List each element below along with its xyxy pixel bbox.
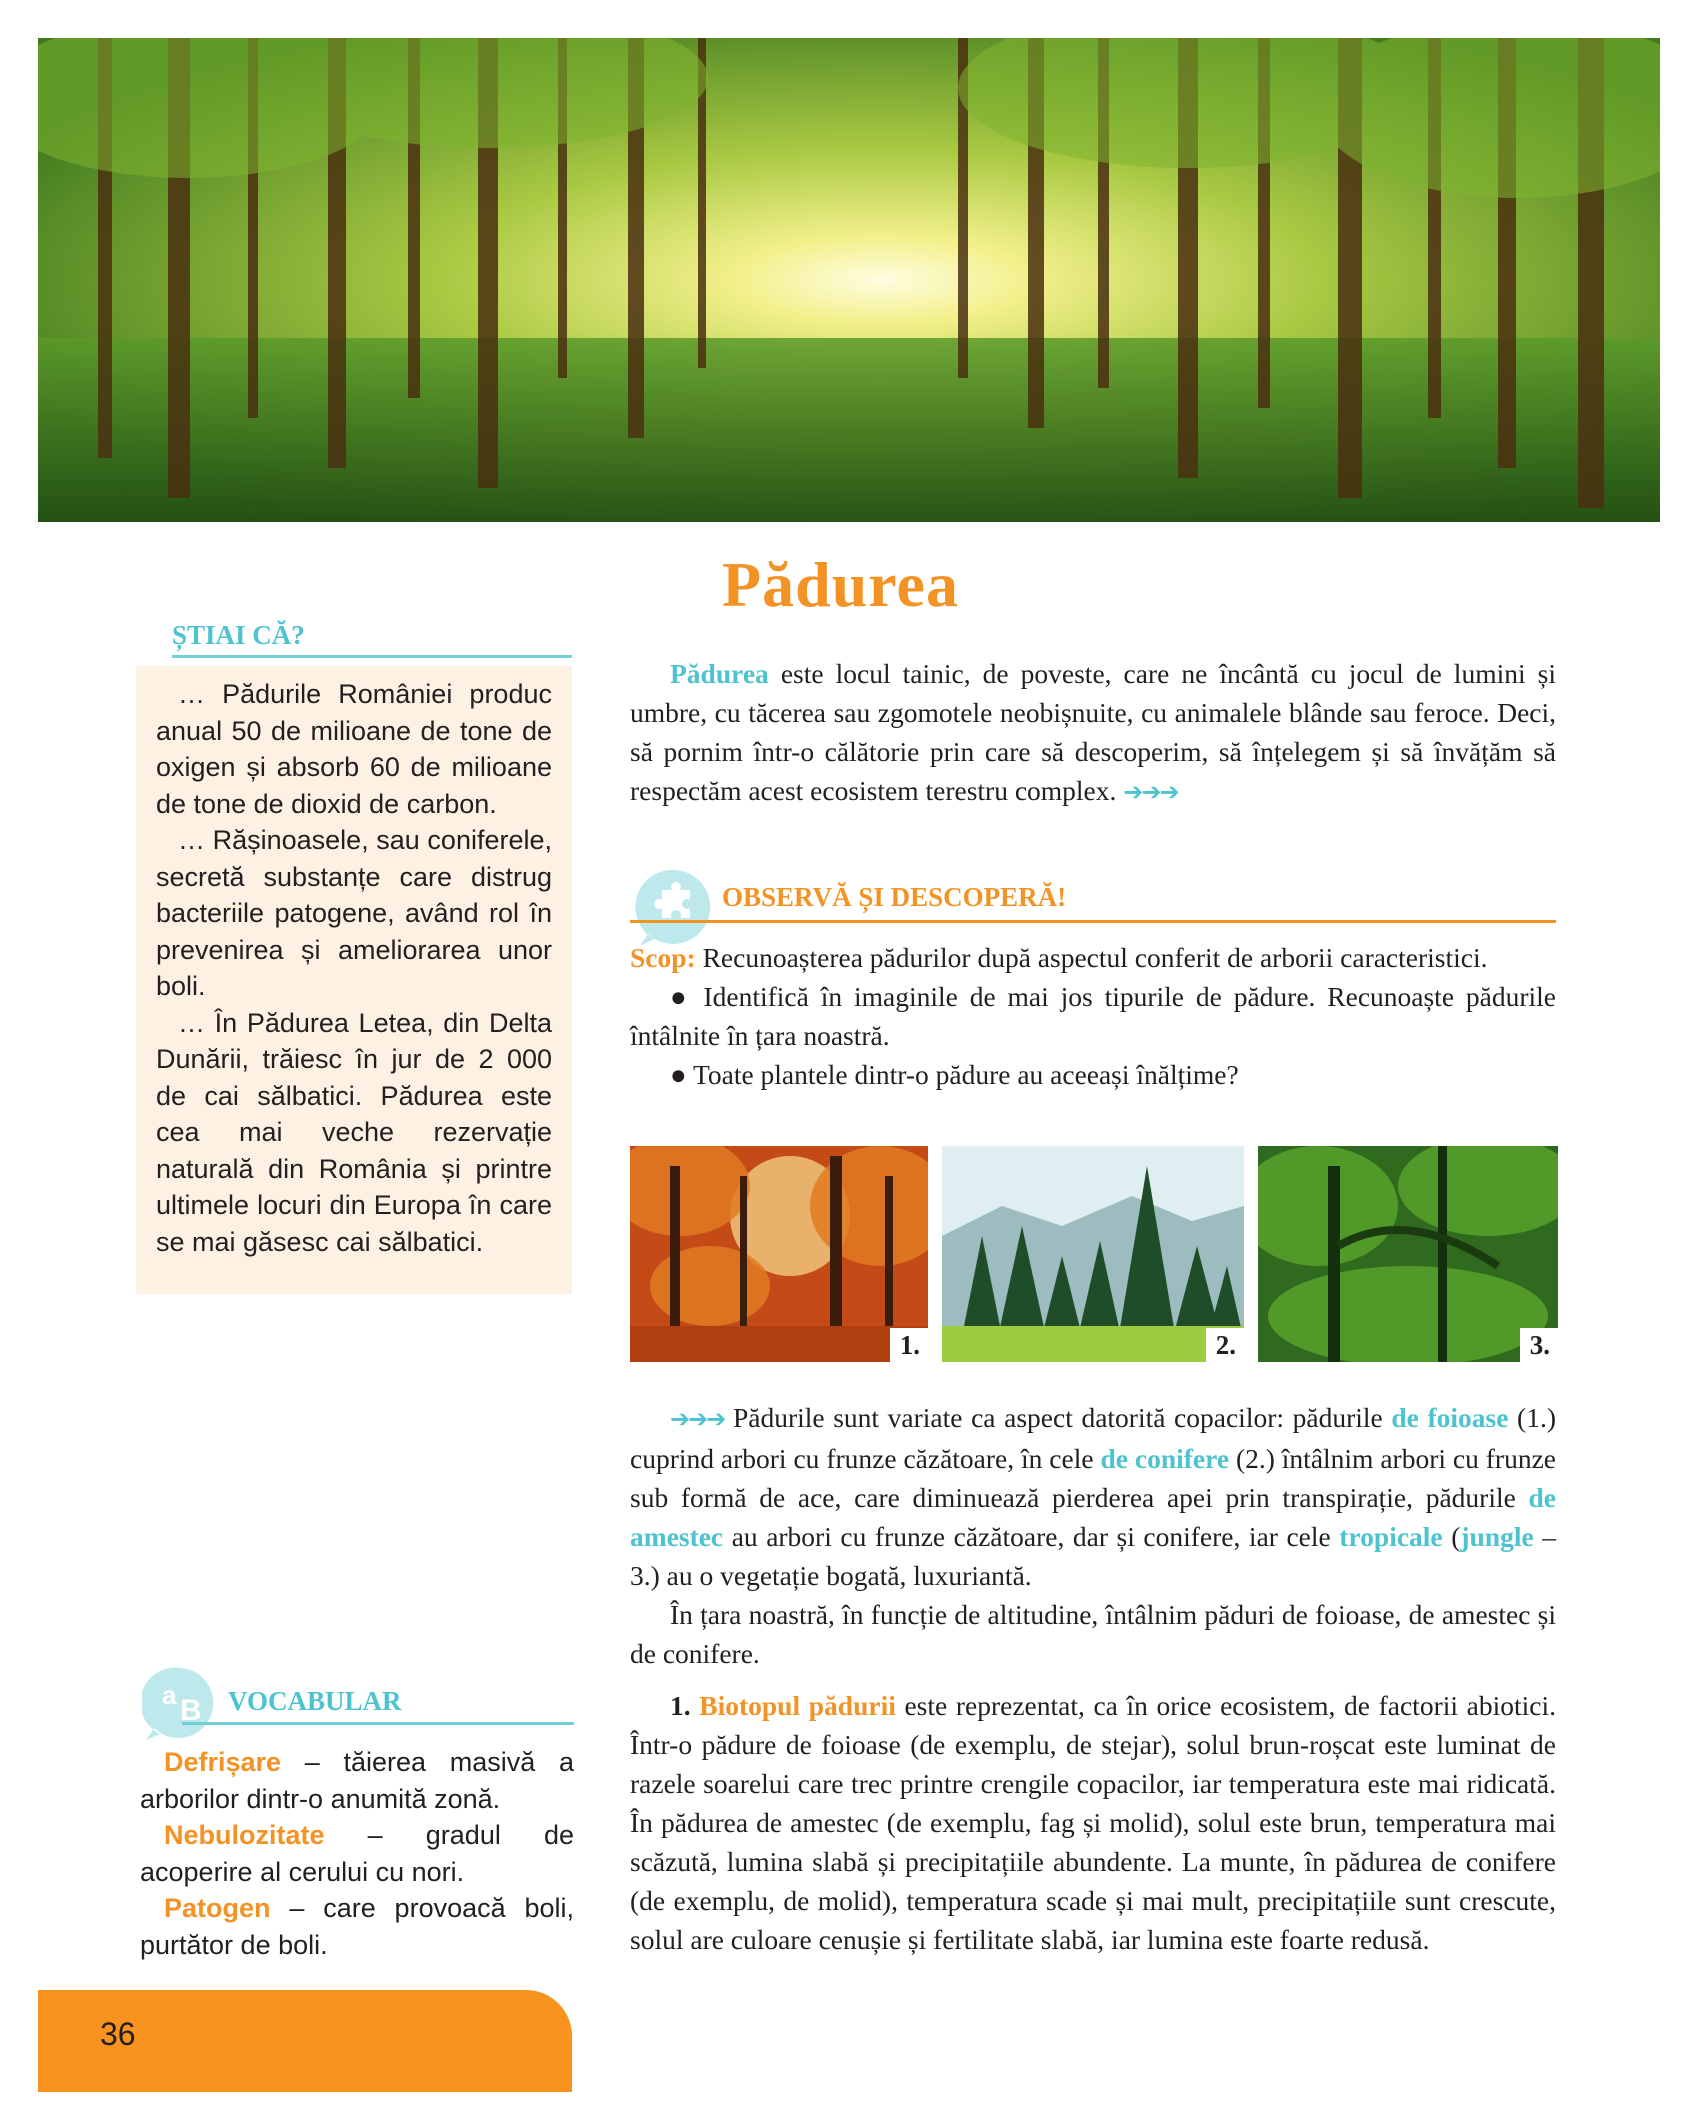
- vocabulary-definition: – gradul de acoperire al cerului cu nori.: [140, 1820, 574, 1887]
- forest-types-section: [630, 1398, 1556, 1673]
- text-run: au arbori cu frunze căzătoare, dar și conifere, iar cele: [723, 1521, 1340, 1552]
- photo-number: 2.: [1206, 1328, 1244, 1362]
- scope-text: Recunoașterea pădurilor după aspectul conferit de arborii caracteristici.: [695, 942, 1488, 973]
- bullet-item: ● Toate plantele dintr-o pădure au aceeași înălțime?: [670, 1059, 1239, 1090]
- intro-section: [630, 654, 1556, 812]
- keyword: jungle: [1460, 1521, 1534, 1552]
- text-run: (1.) cuprind arbori cu frunze căzătoare, în cele: [630, 1402, 1556, 1474]
- scope-label: Scop:: [630, 942, 696, 973]
- biotope-section: [630, 1686, 1556, 1959]
- keyword: de conifere: [1100, 1443, 1230, 1474]
- keyword: tropicale: [1339, 1521, 1443, 1552]
- fact-paragraph: … Pădurile României produc anual 50 de milioane de tone de oxigen și absorb 60 de milioane de tone de dioxid de carbon.: [156, 679, 552, 819]
- vocabulary-term: Patogen: [164, 1893, 271, 1923]
- intro-highlight: Pădurea: [670, 658, 769, 689]
- observe-section: [630, 938, 1556, 1094]
- jungle-photo: [1258, 1146, 1558, 1362]
- vocabulary-ab-icon: [142, 1664, 220, 1742]
- vocabulary-list: [140, 1744, 574, 1963]
- svg-text:a: a: [162, 1680, 177, 1710]
- altitude-paragraph: În țara noastră, în funcție de altitudine, întâlnim păduri de foioase, de amestec și de conifere.: [630, 1599, 1556, 1669]
- did-you-know-text: [156, 676, 552, 1260]
- did-you-know-heading: ȘTIAI CĂ?: [172, 620, 572, 658]
- observe-heading: OBSERVĂ ȘI DESCOPERĂ!: [722, 882, 1067, 912]
- intro-text: este locul tainic, de poveste, care ne încântă cu jocul de lumini și umbre, cu tăcerea sau zgomotele neobișnuite, cu animalele blânde sau feroce. Deci, să pornim într-o călătorie prin care să descoperim, să înțelegem și să învățăm să respectăm acest ecosistem terestru complex.: [630, 658, 1556, 806]
- biotope-text: este reprezentat, ca în orice ecosistem, de factorii abiotici. Într-o pădure de foioase (de exemplu, de stejar), solul brun-roșcat este luminat de razele soarelui care trec printre crengile copacilor, iar temperatura este mai ridicată. În pădurea de amestec (de exemplu, fag și molid), solul este brun, temperatura mai scăzută, lumina slabă și precipitațiile abundente. La munte, în pădurea de conifere (de exemplu, de molid), temperatura scade și mai mult, precipitațiile sunt crescute, solul are culoare cenușie și fertilitate slabă, iar lumina este foarte redusă.: [630, 1690, 1556, 1955]
- forest-photo: [38, 38, 1660, 522]
- arrows-icon: ➔➔➔: [670, 1405, 725, 1433]
- intro-paragraph: [630, 654, 1556, 812]
- text-run: – 3.) au o vegetație bogată, luxuriantă.: [630, 1521, 1556, 1591]
- vocabulary-term: Defrișare: [164, 1747, 282, 1777]
- fact-paragraph: … Rășinoasele, sau coniferele, secretă substanțe care distrug bacteriile patogene, având rol în prevenirea și ameliorarea unor boli.: [156, 825, 552, 1001]
- page-title: Pădurea: [722, 549, 959, 620]
- vocabulary-item: [140, 1744, 574, 1817]
- forest-types-paragraph: [630, 1398, 1556, 1595]
- text-run: (2.) întâlnim arbori cu frunze sub formă de ace, care diminuează pierderea apei prin transpirație, pădurile: [630, 1443, 1556, 1513]
- scope-paragraph: [630, 938, 1556, 977]
- vocabulary-term: Nebulozitate: [164, 1820, 325, 1850]
- biotope-term: Biotopul pădurii: [699, 1690, 896, 1721]
- vocabulary-item: [140, 1890, 574, 1963]
- observe-rule: [630, 920, 1556, 923]
- photo-number: 3.: [1520, 1328, 1558, 1362]
- text-run: Pădurile sunt variate ca aspect datorită copacilor: pădurile: [724, 1402, 1392, 1433]
- text-run: (: [1442, 1521, 1461, 1552]
- keyword: de foioase: [1391, 1402, 1509, 1433]
- vocabulary-heading: VOCABULAR: [228, 1686, 402, 1716]
- vocabulary-rule: [182, 1722, 574, 1725]
- arrows-icon: ➔➔➔: [1123, 778, 1178, 806]
- biotope-paragraph: [630, 1686, 1556, 1959]
- vocabulary-item: [140, 1817, 574, 1890]
- vocabulary-definition: – tăierea masivă a arborilor dintr-o anumită zonă.: [140, 1747, 574, 1814]
- keyword: de amestec: [630, 1482, 1556, 1552]
- section-number: 1.: [670, 1690, 700, 1721]
- deciduous-forest-photo: [630, 1146, 928, 1362]
- photo-number: 1.: [890, 1328, 928, 1362]
- fact-paragraph: … În Pădurea Letea, din Delta Dunării, trăiesc în jur de 2 000 de cai sălbatici. Pădurea este cea mai veche rezervație naturală din România și printre ultimele locuri din Europa în care se mai găsesc cai sălbatici.: [156, 1007, 552, 1257]
- vocabulary-definition: – care provoacă boli, purtător de boli.: [140, 1893, 574, 1960]
- puzzle-icon: [634, 866, 716, 948]
- page-number: 36: [100, 2016, 136, 2052]
- svg-text:B: B: [180, 1694, 202, 1727]
- bullet-item: ● Identifică în imaginile de mai jos tipurile de pădure. Recunoaște pădurile întâlnite în țara noastră.: [630, 981, 1556, 1051]
- conifer-forest-photo: [942, 1146, 1244, 1362]
